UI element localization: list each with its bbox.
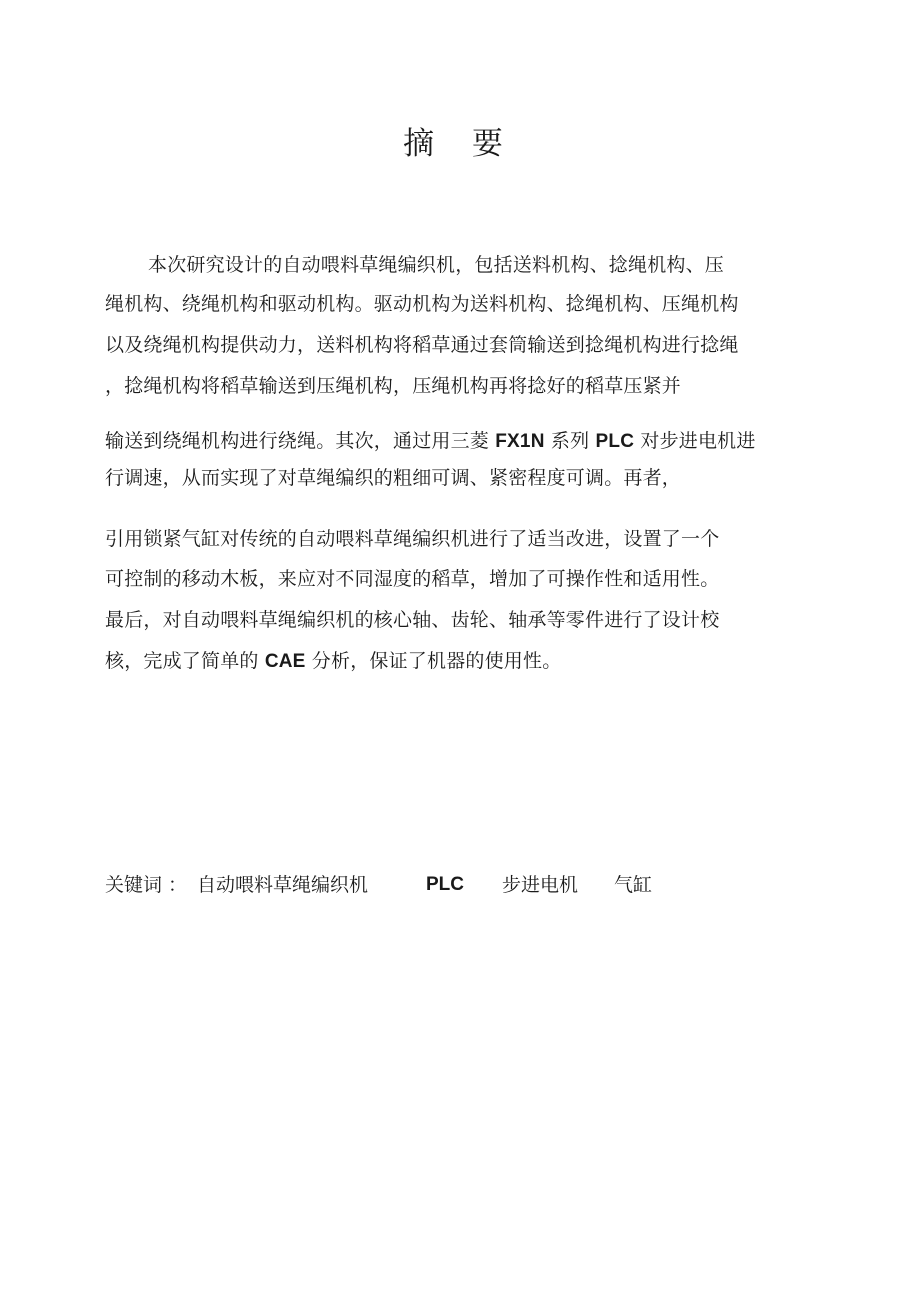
- term-cae: CAE: [264, 651, 306, 672]
- keyword-item: 气缸: [614, 874, 653, 896]
- abstract-line: 以及绕绳机构提供动力，送料机构将稻草通过套筒输送到捻绳机构进行捻绳: [105, 334, 739, 356]
- abstract-text: 核，完成了简单的: [105, 650, 265, 672]
- term-plc: PLC: [595, 431, 635, 452]
- abstract-text: 输送到绕绳机构进行绕绳。其次，通过用三菱: [105, 430, 496, 452]
- abstract-line: 本次研究设计的自动喂料草绳编织机，包括送料机构、捻绳机构、压: [148, 254, 725, 276]
- abstract-line: 行调速，从而实现了对草绳编织的粗细可调、紧密程度可调。再者，: [105, 467, 682, 489]
- keywords-line: [105, 873, 805, 899]
- page-title: 摘 要: [403, 126, 517, 162]
- abstract-line: [105, 429, 756, 454]
- abstract-line: 最后，对自动喂料草绳编织机的核心轴、齿轮、轴承等零件进行了设计校: [105, 609, 720, 631]
- keyword-item: 步进电机: [502, 874, 579, 896]
- abstract-text: 对步进电机进: [634, 430, 756, 452]
- abstract-line: ，捻绳机构将稻草输送到压绳机构，压绳机构再将捻好的稻草压紧并: [105, 375, 682, 397]
- abstract-line: 可控制的移动木板，来应对不同湿度的稻草，增加了可操作性和适用性。: [105, 568, 720, 590]
- abstract-line: 引用锁紧气缸对传统的自动喂料草绳编织机进行了适当改进，设置了一个: [105, 528, 720, 550]
- abstract-line: [105, 649, 561, 674]
- abstract-text: 系列: [544, 430, 596, 452]
- abstract-line: 绳机构、绕绳机构和驱动机构。驱动机构为送料机构、捻绳机构、压绳机构: [105, 293, 739, 315]
- keywords-label: 关键词 ：: [105, 874, 188, 896]
- abstract-text: 分析，保证了机器的使用性。: [305, 650, 562, 672]
- keyword-item: PLC: [426, 874, 464, 895]
- keyword-item: 自动喂料草绳编织机: [197, 874, 369, 896]
- model-fx1n: FX1N: [495, 431, 545, 452]
